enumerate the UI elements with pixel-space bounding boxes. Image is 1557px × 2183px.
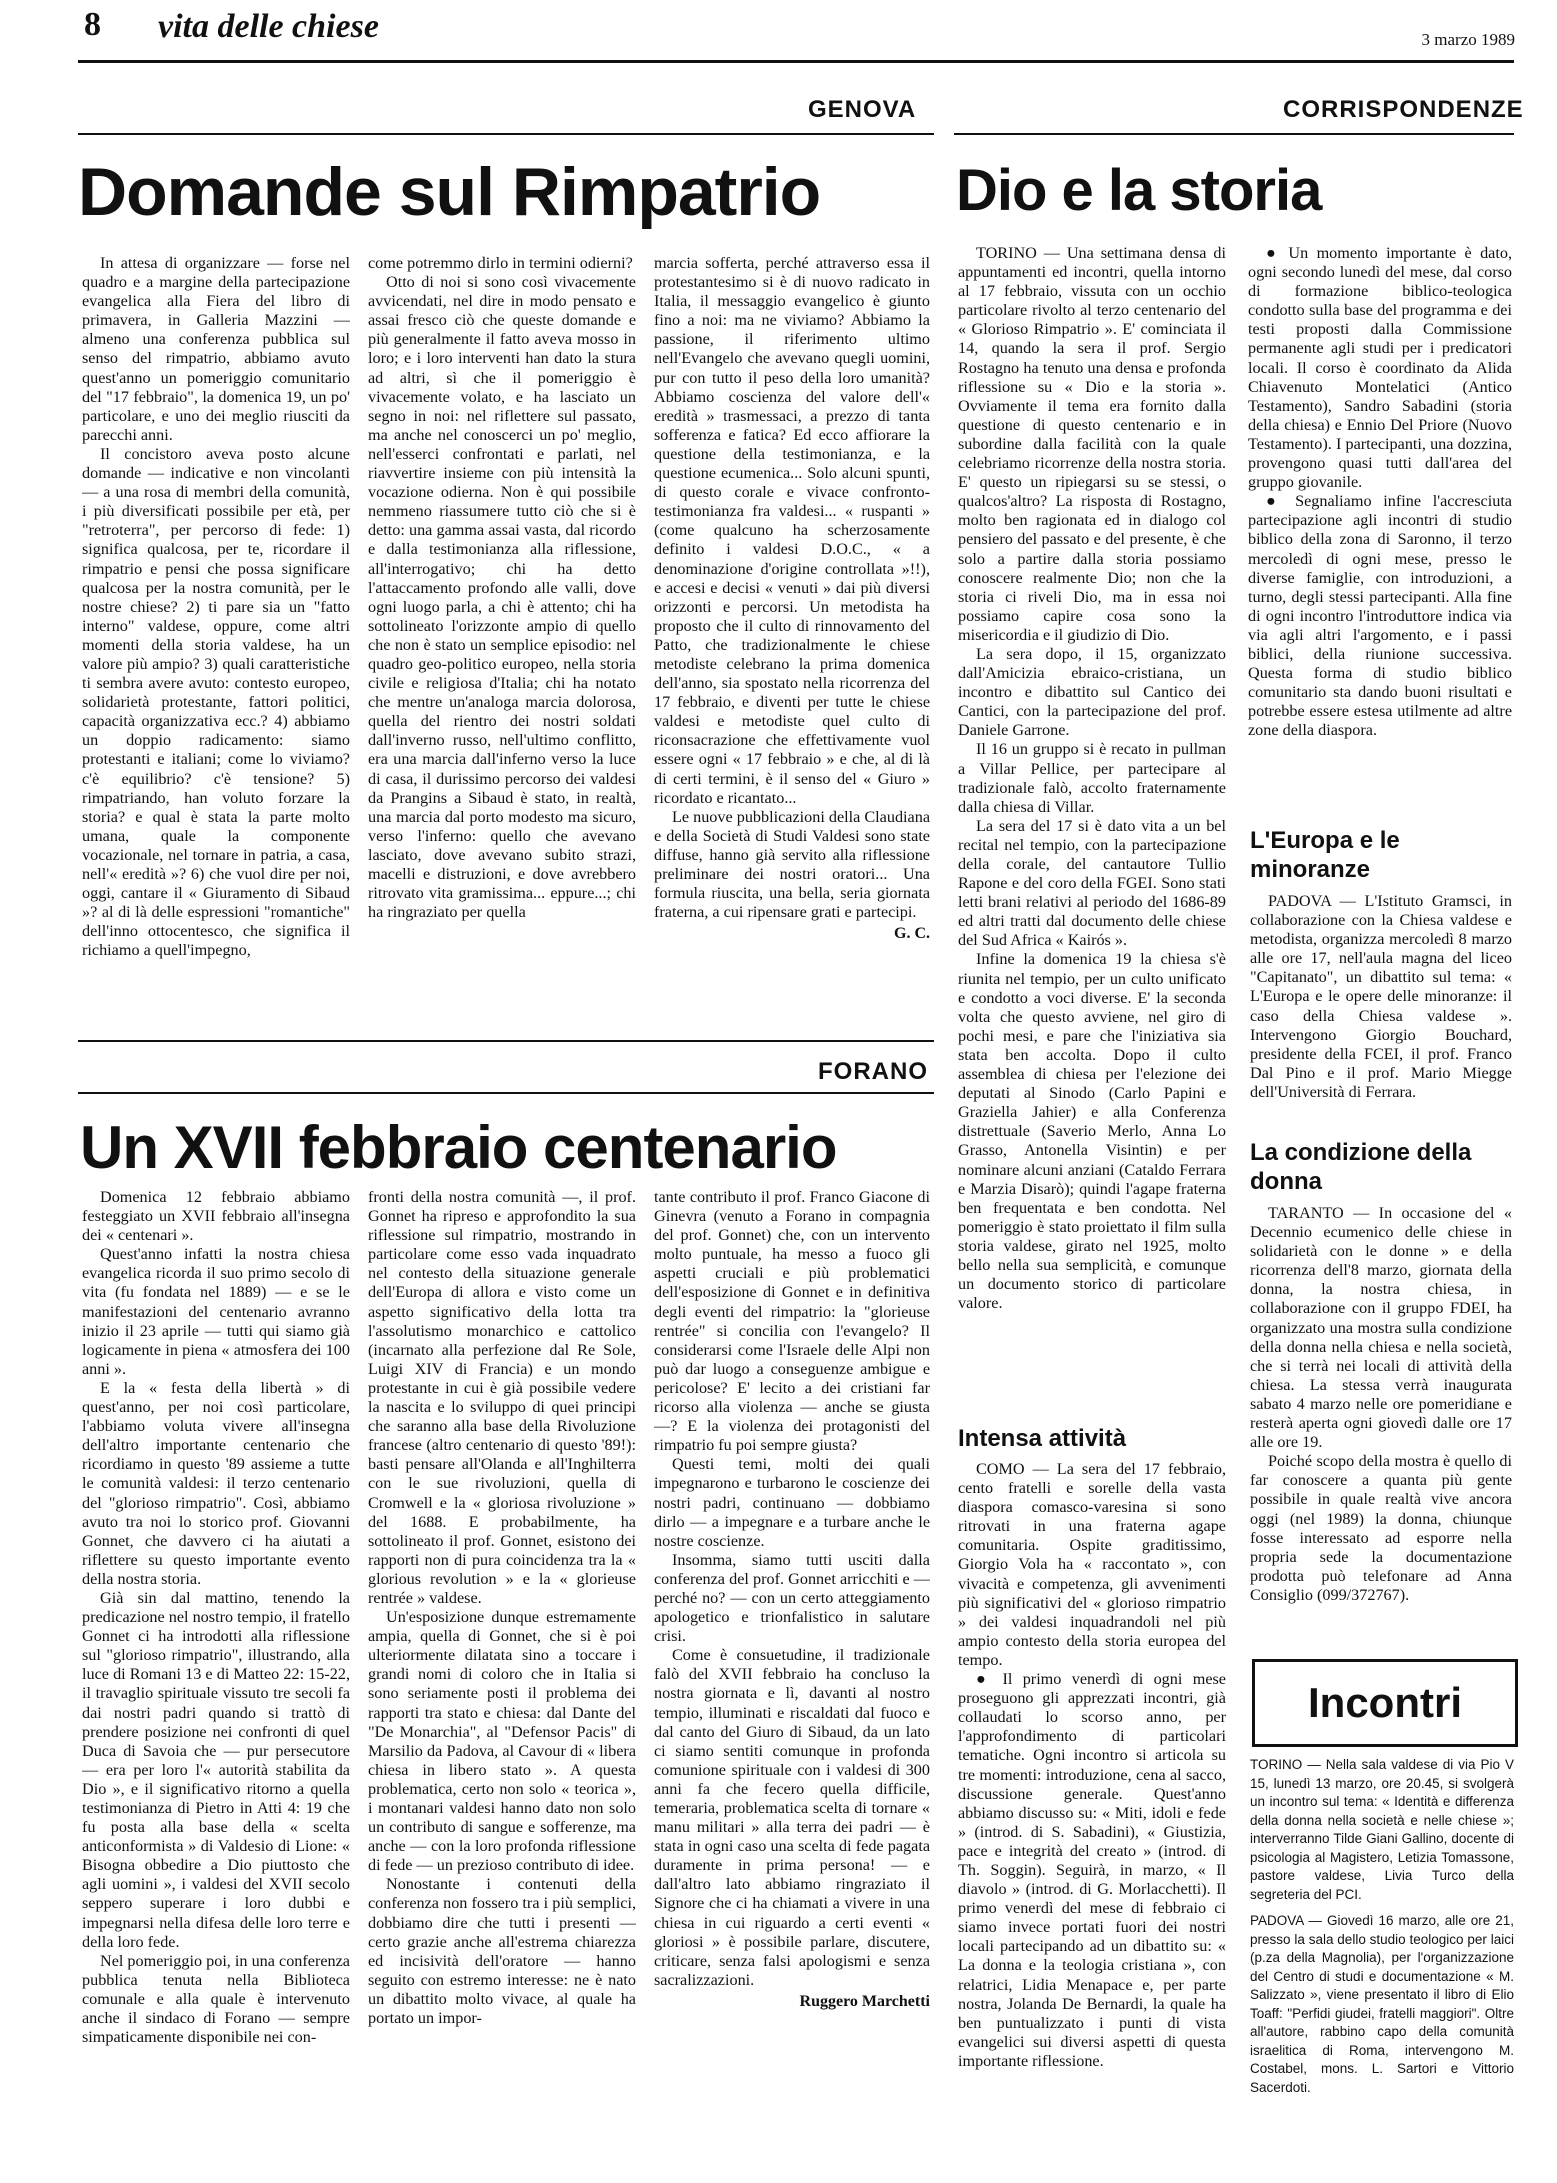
paragraph: Infine la domenica 19 la chiesa s'è riunita nel tempio, per un culto unificato e condotto a voci diverse. E' la seconda volta che questo avviene, nel giro di pochi mesi, e pare che l'iniziativa sia stata ben accolta. Dopo il culto assemblea di chiesa per l'elezione dei deputati al Sinodo (Carlo Papini e Graziella Jahier) e alla Conferenza distrettuale (Saverio Merlo, Anna Lo Grasso, Antonella Visintin) e per nominare alcuni anziani (Cataldo Ferrara e Marzia Disarò); quindi l'agape fraterna ben frequentata e ben condotta. Nel pomeriggio è stato proiettato il film sulla storia valdese, girato nel 1925, molto bello nella sua semplicità, e comunque un documento storico di particolare valore. — [958, 950, 1226, 1313]
section-corrispondenze: CORRISPONDENZE — [1283, 96, 1524, 123]
headline-domande: Domande sul Rimpatrio — [78, 154, 821, 230]
paragraph: TORINO — Una settimana densa di appuntamenti ed incontri, quella intorno al 17 febbraio, vissuta con un occhio particolare rivolto al terzo centenario del « Glorioso Rimpatrio ». E' cominciata il 14, quando la sera il prof. Sergio Rostagno ha tenuto una densa e profonda riflessione su « Dio e la storia ». Ovviamente il tema era fornito dalla questione di questo centenario e in subordine dalla facilità con la quale celebriamo ricorrenze della nostra storia. E' questo un ripiegarsi su se stessi, o qualcos'altro? La risposta di Rostagno, molto ben ragionata ed in dialogo col pensiero del passato e del presente, è che solo a partire dalla storia possiamo conoscere realmente Dio; non che la storia ci riveli Dio, ma in essa noi possiamo capire cosa sono la misericordia e il giudizio di Dio. — [958, 244, 1226, 644]
paragraph: Poiché scopo della mostra è quello di far conoscere a quanta più gente possibile in quale realtà vive ancora oggi (nel 1989) la donna, chiunque fosse interessato ad esporre nella propria sede la documentazione prodotta può telefonare ad Anna Consiglio (099/372767). — [1250, 1452, 1512, 1604]
paragraph: Le nuove pubblicazioni della Claudiana e della Società di Studi Valdesi sono state diffuse, hanno già servito alla riflessione preliminare dei nostri oratori... Una formula riuscita, una bella, seria giornata fraterna, a cui ripensare grati e partecipi. — [654, 807, 930, 922]
location-forano: FORANO — [818, 1058, 928, 1085]
incontri-box — [1252, 1659, 1518, 1747]
paragraph: Otto di noi si sono così vivacemente avvicendati, nel dire in modo pensato e assai fresco ciò che queste domande e più generalmente il fatto aveva mosso in loro; e i loro interventi han dato la stura ad altri, sì che il pomeriggio è vivacemente volato, e ha lasciato un segno in noi: nel riflettere sul passato, ma anche nel conoscerci un po' meglio, nell'esserci confrontati e parlati, nel riavvertire insieme con più intensità la vocazione odierna. Non è qui possibile nemmeno riassumere tutto ciò che si è detto: una gamma assai vasta, dal ricordo e dalla testimonianza alla riflessione, all'interrogativo; chi ha detto l'attaccamento profondo alle valli, dove ogni luogo parla, a chi è attento; chi ha sottolineato l'orizzonte ampio di quello che non è stato un semplice episodio: nel quadro geo-politico europeo, nella storia civile e religiosa d'Italia; chi ha notato che mentre un'analoga marcia dolorosa, quella del rientro dei nostri soldati dall'inverno russo, nell'ultimo conflitto, era una marcia dall'inferno verso la luce di casa, il durissimo percorso dei valdesi da Prangins a Sibaud è stato, in realtà, una marcia dal porto modesto ma sicuro, verso l'inferno: quello che avevano lasciato, dove avevano subito strazi, macelli e distruzioni, e dove avrebbero ritrovato vita gramissima... eppure...; chi ha ringraziato per quella — [368, 273, 636, 922]
headline-dio-storia: Dio e la storia — [956, 158, 1322, 223]
paragraph: Nel pomeriggio poi, in una conferenza pubblica tenuta nella Biblioteca comunale e alla quale è intervenuto anche il sindaco di Forano — sempre simpaticamente disponibile nei con- — [82, 1951, 350, 2047]
paragraph: tante contributo il prof. Franco Giacone di Ginevra (venuto a Forano in compagnia del prof. Gonnet) che, con un intervento molto puntuale, ha messo a fuoco gli aspetti cruciali e più problematici dell'esposizione di Gonnet e in definitiva degli eventi del rimpatrio: la "glorieuse rentrée" si concilia con l'evangelo? Il considerarsi come l'Israele delle Alpi non può dar luogo a conseguenze ambigue e pericolose? E' lecito a dei cristiani far ricorso alla violenza — anche se giusta —? E la violenza dei protagonisti del rimpatrio fu poi sempre giusta? — [654, 1188, 930, 1455]
incontri-title: Incontri — [1308, 1679, 1462, 1726]
paragraph: Insomma, siamo tutti usciti dalla conferenza del prof. Gonnet arricchiti e — perché no? — con un certo atteggiamento apologetico e trionfalistico in salutare crisi. — [654, 1550, 930, 1646]
intensa-text — [958, 1460, 1226, 2120]
paragraph: Come è consuetudine, il tradizionale falò del XVII febbraio ha concluso la nostra giornata e lì, davanti al nostro tempio, illuminati e riscaldati dal fuoco e dal canto del Giuro di Sibaud, da un lato ci siamo sentiti comunque in profonda comunione spirituale con i valdesi di 300 anni fa che fecero quella difficile, temeraria, problematica scelta di tornare « manu militari » alla terra dei padri — è stata in ogni caso una scelta di fede pagata duramente in prima persona! — e dall'altro lato abbiamo ringraziato il Signore che ci ha chiamati a vivere in una chiesa in cui riguardo a certi eventi « gloriosi » è possibile parlare, discutere, criticare, senza falsi apologismi e senza sacralizzazioni. — [654, 1646, 930, 1989]
headline-donna: La condizione della donna — [1250, 1139, 1472, 1195]
article3-col3 — [654, 1188, 930, 2118]
paragraph: TARANTO — In occasione del « Decennio ecumenico delle chiese in solidarietà con le donne » e della ricorrenza dell'8 marzo, giornata della donna, la nostra chiesa, in collaborazione con il gruppo FDEI, ha organizzato una mostra sulla condizione della donna nella chiesa e nella società, che si terrà nei locali di attività della chiesa. La stessa verrà inaugurata sabato 4 marzo nelle ore pomeridiane e resterà aperta ogni giovedì dalle ore 17 alle ore 19. — [1250, 1204, 1512, 1452]
incontri-item: PADOVA — Giovedì 16 marzo, alle ore 21, presso la sala dello studio teologico per laici (p.za della Magnolia), per l'organizzazione del Centro di studi e documentazione « M. Salizzato », viene presentato il libro di Elio Toaff: "Perfidi giudei, fratelli maggiori". Oltre all'autore, rabbino capo della comunità israelitica di Roma, intervengono M. Costabel, mons. L. Sartori e Vittorio Sacerdoti. — [1250, 1913, 1514, 2095]
paragraph: Nonostante i contenuti della conferenza non fossero tra i più semplici, dobbiamo dire che tutti i presenti — certo grazie anche all'estrema chiarezza ed incisività dell'oratore — hanno seguito con estremo interesse: ne è nato un dibattito molto vivace, al quale ha portato un impor- — [368, 1875, 636, 2028]
paragraph: Questi temi, molti dei quali impegnarono e turbarono le coscienze dei nostri padri, continuano — dobbiamo dirlo — a impegnare e a turbare anche le nostre coscienze. — [654, 1455, 930, 1550]
paragraph: Già sin dal mattino, tenendo la predicazione nel nostro tempio, il fratello Gonnet ci ha introdotti alla riflessione sul "glorioso rimpatrio", illustrando, alla luce di Romani 13 e di Matteo 22: 15-22, il travaglio spirituale vissuto tre secoli fa dai nostri padri quando si trattò di prendere posizione nei confronti di quel Duca di Savoia che — pur persecutore — era per loro l'« autorità stabilita da Dio », e il significativo ritorno a quella testimonianza di Pietro in Atti 4: 19 che fu posta alla base della « scelta anticonformista » di Valdesio di Lione: « Bisogna obbedire a Dio piuttosto che agli uomini », i valdesi del XVII secolo seppero superare i loro dubbi e impegnarsi nella difesa delle loro terre e della loro fede. — [82, 1588, 350, 1951]
rule-forano — [78, 1092, 934, 1094]
paragraph: marcia sofferta, perché attraverso essa il protestantesimo si è di nuovo radicato in Italia, il messaggio evangelico è giunto fino a noi: ma ne viviamo? Abbiamo la passione, il riferimento ultimo nell'Evangelo che avevano quegli uomini, pur con tutto il peso della loro umanità? Abbiamo coscienza del valore dell'« eredità » trasmessaci, a prezzo di tanta sofferenza e fatica? Ed ecco affiorare la questione della testimonianza, e la questione ecumenica... Solo alcuni spunti, di questo corale e vivace confronto-testimonianza fra valdesi... « ruspanti » (come qualcuno ha scherzosamente definito i valdesi D.O.C., « a denominazione d'origine controllata »!!), e accesi e decisi « venuti » dai più diversi orizzonti e percorsi. Un metodista ha proposto che il culto di rinnovamento del Patto, che tradizionalmente le chiese metodiste celebrano la prima domenica dell'anno, sia spostato nella ricorrenza del 17 febbraio, e diventi per tutte le chiese valdesi e metodiste quel culto di riconsacrazione che effettivamente vuol essere ogni « 17 febbraio » e che, al di là di certi termini, è il senso del « Giuro » ricordato e ricantato... — [654, 254, 930, 807]
paragraph: ● Segnaliamo infine l'accresciuta partecipazione agli incontri di studio biblico della zona di Saronno, il terzo mercoledì di ogni mese, presso le diverse famiglie, con introduzioni, a turno, degli stessi partecipanti. Alla fine di ogni incontro l'introduttore indica via via agli altri l'argomento, e i passi biblici, della riunione successiva. Questa forma di studio biblico comunitario sta dando buoni risultati e potrebbe essere estesa utilmente ad altre zone della diaspora. — [1248, 492, 1512, 740]
article2-col2 — [1248, 244, 1512, 804]
incontri-list — [1250, 1756, 1514, 2136]
paragraph: La sera dopo, il 15, organizzato dall'Amicizia ebraico-cristiana, un incontro e dibattito sul Cantico dei Cantici, con la partecipazione del prof. Daniele Garrone. — [958, 644, 1226, 740]
rule-corrispondenze — [954, 133, 1514, 135]
masthead-title: vita delle chiese — [158, 8, 379, 45]
headline-xvii-febbraio: Un XVII febbraio centenario — [80, 1114, 837, 1181]
rule-genova — [78, 133, 934, 135]
location-genova: GENOVA — [808, 96, 917, 123]
paragraph: E la « festa della libertà » di quest'anno, per noi così particolare, l'abbiamo voluta vivere all'insegna dell'altro importante centenario che ricordiamo in questo '89 assieme a tutte le comunità valdesi: il terzo centenario del "glorioso rimpatrio". Così, abbiamo avuto tra noi lo storico prof. Giovanni Gonnet, che davvero ci ha aiutati a riflettere su questo importante evento della nostra storia. — [82, 1378, 350, 1588]
paragraph: Il concistoro aveva posto alcune domande — indicative e non vincolanti — a una rosa di membri della comunità, i più diversificati possibile per età, per "retroterra", per percorso di fede: 1) significa qualcosa, per te, ricordare il rimpatrio e pensi che possa significare qualcosa per la nostra comunità, per le nostre chiese? 2) ti pare sia un "fatto interno" valdese, oppure, come altri momenti della storia valdese, ha un valore più ampio? 3) quali caratteristiche ti sembra avere avuto: contesto europeo, solidarietà protestante, fattori politici, capacità organizzativa ecc.? 4) abbiamo un doppio radicamento: siamo protestanti e italiani; come lo viviamo? c'è equilibrio? c'è tensione? 5) rimpatriando, han voluto forzare la storia? e qual è stata la parte molto umana, quale la componente vocazionale, nel tornare in patria, a casa, nell'« eredità »? 6) che vuol dire per noi, oggi, cantare il « Giuramento di Sibaud »? al di là delle espressioni "romantiche" dell'inno ottocentesco, che significa il richiamo a quell'impegno, — [82, 444, 350, 960]
article3-col2 — [368, 1188, 636, 2108]
paragraph: COMO — La sera del 17 febbraio, cento fratelli e sorelle della vasta diaspora comasco-varesina si sono ritrovati in una fraterna agape comunitaria. Ospite graditissimo, Giorgio Vola ha « raccontato », con vivacità e competenza, gli avvenimenti più significativi del « glorioso rimpatrio » dei valdesi inquadrandoli nel più ampio contesto della storia europea del tempo. — [958, 1460, 1226, 1669]
paragraph: fronti della nostra comunità —, il prof. Gonnet ha ripreso e approfondito la sua riflessione sul rimpatrio, mostrando in particolare come esso vada inquadrato nel contesto della situazione generale dell'Europa di allora e visto come un aspetto significativo della lotta tra l'assolutismo monarchico e cattolico (incarnato alla perfezione dal Re Sole, Luigi XIV di Francia) e un mondo protestante in cui è già possibile vedere la nascita e lo sviluppo di quei principi che saranno alla base della Rivoluzione francese (altro centenario di questo '89!): basti pensare all'Olanda e all'Inghilterra con le sue rivoluzioni, quella di Cromwell e la « gloriosa rivoluzione » del 1688. E probabilmente, ha sottolineato il prof. Gonnet, esistono dei rapporti non di pura coincidenza tra la « glorious revolution » e la « glorieuse rentrée » valdese. — [368, 1188, 636, 1607]
signature-marchetti: Ruggero Marchetti — [799, 1992, 930, 2010]
rule-forano-top — [78, 1040, 934, 1042]
paragraph: PADOVA — L'Istituto Gramsci, in collaborazione con la Chiesa valdese e metodista, organizza mercoledì 8 marzo alle ore 17, nell'aula magna del liceo "Capitanato", un dibattito sul tema: « L'Europa e le opere delle minoranze: il caso della Chiesa valdese ». Intervengono Giorgio Bouchard, presidente della FCEI, il prof. Franco Dal Pino e il prof. Mario Miegge dell'Università di Ferrara. — [1250, 892, 1512, 1101]
signature-gc: G. C. — [894, 925, 930, 943]
paragraph: Il 16 un gruppo si è recato in pullman a Villar Pellice, per partecipare al tradizionale falò, accolto fraternamente dalla chiesa di Villar. — [958, 740, 1226, 816]
paragraph: ● Un momento importante è dato, ogni secondo lunedì del mese, dal corso di formazione biblico-teologica condotto sulla base del programma e dei testi proposti dalla Commissione permanente agli studi per i predicatori locali. Il corso è coordinato da Alida Chiavenuto Montelatici (Antico Testamento), Sandro Sabadini (storia della chiesa) e Ennio Del Priore (Nuovo Testamento). I partecipanti, una dozzina, provengono quasi tutti dall'area del gruppo giovanile. — [1248, 244, 1512, 492]
paragraph: Domenica 12 febbraio abbiamo festeggiato un XVII febbraio all'insegna dei « centenari ». — [82, 1188, 350, 1245]
issue-date: 3 marzo 1989 — [1421, 30, 1515, 49]
article3-col1 — [82, 1188, 350, 2108]
page-number: 8 — [84, 6, 101, 43]
article2-col1 — [958, 244, 1226, 1434]
article1-col2 — [368, 254, 636, 1046]
masthead-rule — [78, 60, 1514, 63]
article1-col3 — [654, 254, 930, 1070]
paragraph: come potremmo dirlo in termini odierni? — [368, 254, 633, 272]
paragraph: In attesa di organizzare — forse nel quadro e a margine della partecipazione evangelica alla Fiera del libro di primavera, in Galleria Mazzini — almeno una conferenza pubblica sul senso del rimpatrio, abbiamo avuto quest'anno un pomeriggio comunitario del "17 febbraio", la domenica 19, un po' particolare, e uno dei meglio riusciti da parecchi anni. — [82, 254, 350, 444]
headline-intensa: Intensa attività — [958, 1425, 1127, 1452]
paragraph: Quest'anno infatti la nostra chiesa evangelica ricorda il suo primo secolo di vita (fu fondata nel 1889) — e se le manifestazioni del centenario avranno inizio il 23 aprile — tutti qui siamo già logicamente in piena « atmosfera dei 100 anni ». — [82, 1245, 350, 1378]
paragraph: La sera del 17 si è dato vita a un bel recital nel tempio, con la partecipazione della corale, del cantautore Tullio Rapone e del coro della FGEI. Sono stati letti brani relativi al periodo del 1686-89 ed altri tratti dal documento delle chiese del Sud Africa « Kairós ». — [958, 816, 1226, 950]
article1-col1 — [82, 254, 350, 1046]
incontri-item: TORINO — Nella sala valdese di via Pio V 15, lunedì 13 marzo, ore 20.45, si svolgerà un incontro sul tema: « Identità e differenza della donna nella società e nelle chiese »; interverranno Tilde Giani Gallino, docente di psicologia al Magistero, Letizia Tomassone, pastore valdese, Livia Turco della segreteria del PCI. — [1250, 1757, 1514, 1902]
paragraph: ● Il primo venerdì di ogni mese proseguono gli apprezzati incontri, già collaudati lo scorso anno, per l'approfondimento di particolari tematiche. Ogni incontro si articola su tre momenti: introduzione, cena al sacco, discussione generale. Quest'anno abbiamo discusso su: « Miti, idoli e fede » (introd. di S. Sabadini), « Giustizia, pace e integrità del creato » (introd. di Th. Soggin). Seguirà, in marzo, « Il diavolo » (introd. di G. Morlacchetti). Il primo venerdì del mese di febbraio ci siamo invece portati fuori dei nostri locali partecipando ad un dibattito su: « La donna e la teologia cristiana », con relatrici, Lidia Menapace e, per parte nostra, Jolanda De Bernardi, la quale ha ben puntualizzato i punti di vista evangelici sui diversi aspetti di questa importante riflessione. — [958, 1670, 1226, 2070]
donna-text — [1250, 1204, 1512, 1634]
paragraph: Un'esposizione dunque estremamente ampia, quella di Gonnet, che si è poi ulteriormente dilatata sino a toccare i grandi nomi di coloro che in Italia si sono seriamente posti il problema dei rapporti tra stato e chiesa: dal Dante del "De Monarchia", al "Defensor Pacis" di Marsilio da Padova, al Cavour di « libera chiesa in libero stato ». A questa problematica, certo non solo « teorica », i montanari valdesi hanno dato non solo un contributo di sangue e sofferenze, ma anche — con la loro profonda riflessione di fede — un prezioso contributo di idee. — [368, 1608, 636, 1875]
europa-text — [1250, 892, 1512, 1142]
headline-europa: L'Europa e le minoranze — [1250, 827, 1400, 883]
